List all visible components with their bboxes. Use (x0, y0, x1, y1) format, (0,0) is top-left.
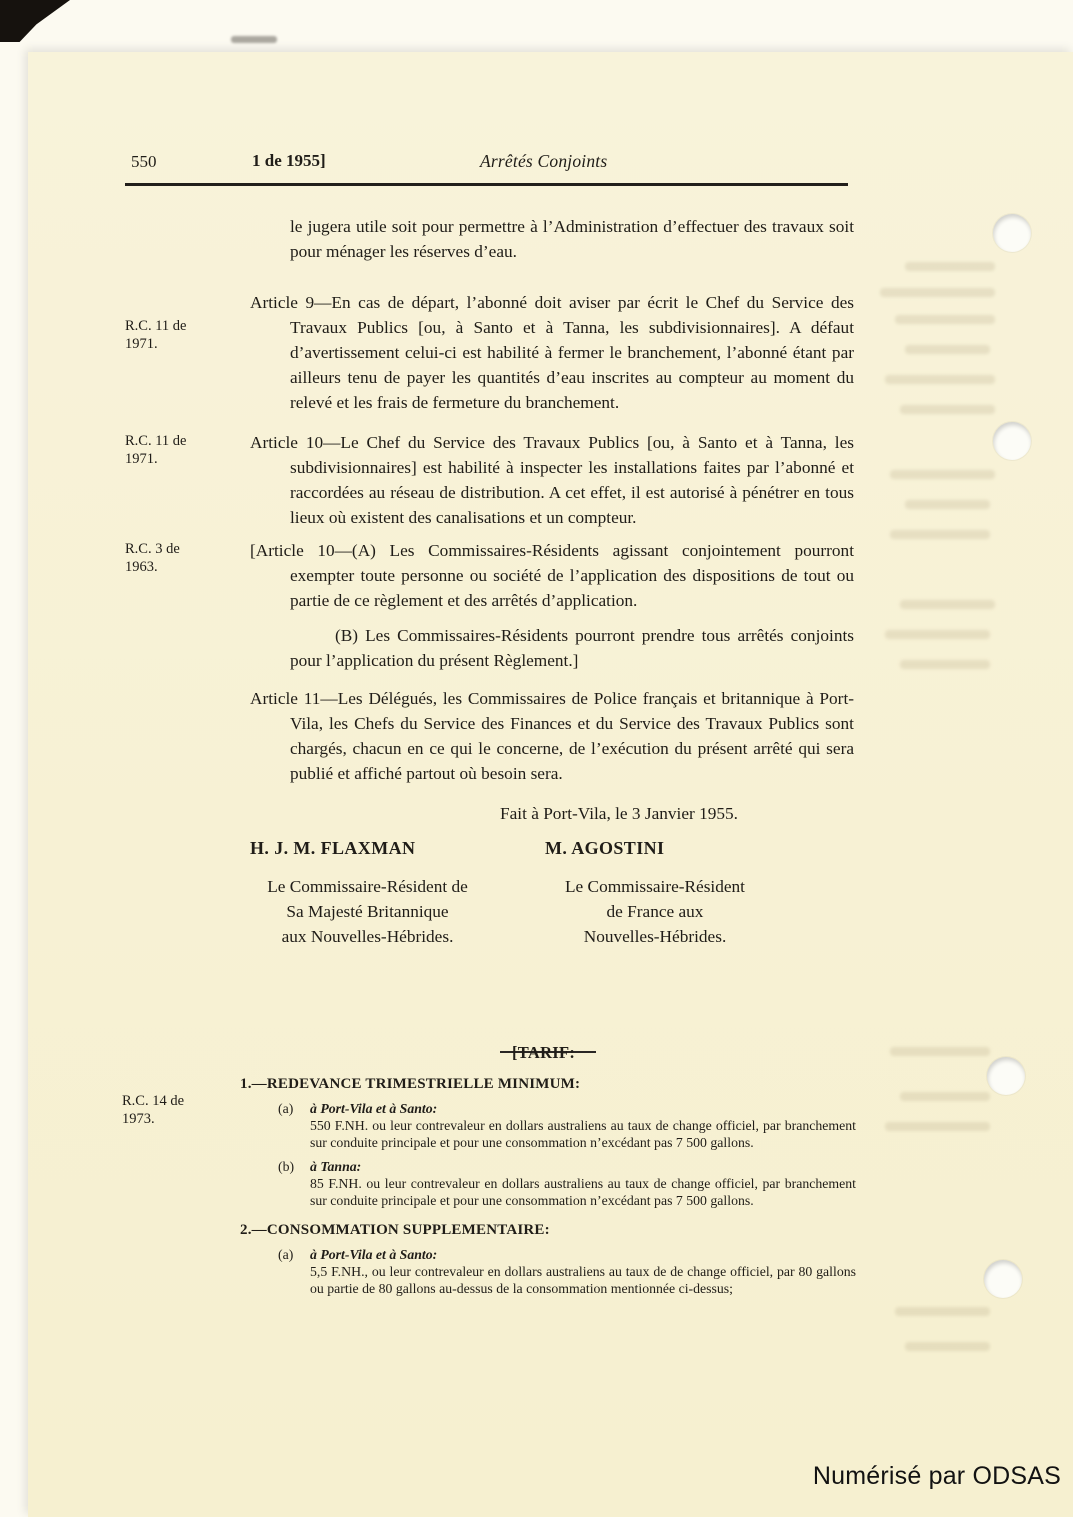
tarif-item-subtitle: à Port-Vila et à Santo: (310, 1101, 438, 1116)
article-9-text: Article 9—En cas de départ, l’abonné doit aviser par écrit le Chef du Service des Travaux Publics [ou, à Santo et à Tanna, les subdivisionnaires]. A défaut d’avertissement celui-ci est habilité à fermer le branchement, l’abonné étant par ailleurs tenu de payer les quantités d’eau inscrites au compteur au moment du relevé et les frais de fermeture du branchement. (250, 293, 854, 412)
article-9 (125, 290, 854, 415)
title-line: Le Commissaire-Résident de (267, 877, 468, 896)
signatory-name: M. AGOSTINI (545, 838, 665, 858)
punch-hole (987, 1057, 1025, 1095)
bleedthrough-mark (900, 660, 990, 669)
title-line: de France aux (606, 902, 704, 921)
tarif-margin-note: R.C. 14 de 1973. (122, 1093, 185, 1127)
paragraph-intro: le jugera utile soit pour permettre à l’Administration d’effectuer des travaux soit pour ménager les réserves d’eau. (290, 217, 854, 261)
bleedthrough-mark (880, 288, 995, 297)
running-title: Arrêtés Conjoints (480, 151, 608, 171)
bleedthrough-mark (885, 630, 990, 639)
torn-corner-artifact (0, 0, 70, 42)
smudge-artifact (231, 36, 277, 43)
tarif-heading: [TARIF: (512, 1043, 576, 1062)
tarif-item-text: 85 F.NH. ou leur contrevaleur en dollars australiens au taux de change officiel, par branchement sur conduite principale et pour une consommation n’excédant pas 7 500 gallons. (310, 1176, 856, 1208)
article-10a-text: [Article 10—(A) Les Commissaires-Résidents agissant conjointement pourront exempter toute personne ou société de l’application des dispositions de tout ou partie de ce règlement et des arrêtés d’application. (250, 541, 854, 610)
bleedthrough-mark (885, 375, 995, 384)
dateline: Fait à Port-Vila, le 3 Janvier 1955. (500, 804, 738, 823)
tarif-item-label: (a) (278, 1247, 294, 1262)
signature-right (545, 836, 765, 949)
bleedthrough-mark (890, 470, 995, 479)
bleedthrough-mark (900, 1092, 990, 1101)
signature-block (250, 836, 854, 949)
bleedthrough-mark (895, 1307, 990, 1316)
tarif-item-text: 5,5 F.NH., ou leur contrevaleur en dollars australiens au taux de de change officiel, par 80 gallons ou partie de 80 gallons au-dessus de la consommation mentionnée ci-dessus; (310, 1264, 856, 1296)
signature-left (250, 836, 485, 949)
tarif-item (240, 1100, 856, 1151)
title-line: Sa Majesté Britannique (286, 902, 449, 921)
article-10 (125, 430, 854, 530)
title-line: Nouvelles-Hébrides. (583, 927, 727, 946)
tarif-item-label: (a) (278, 1101, 294, 1116)
punch-hole (993, 214, 1031, 252)
margin-note: R.C. 11 de 1971. (125, 318, 187, 352)
tarif-section-1-title: 1.—REDEVANCE TRIMESTRIELLE MINIMUM: (240, 1076, 581, 1092)
bleedthrough-mark (905, 500, 990, 509)
tarif-item (240, 1158, 856, 1209)
main-text-column (125, 214, 854, 949)
margin-note: R.C. 11 de 1971. (125, 433, 187, 467)
scanned-page (28, 52, 1073, 1517)
tarif-section (240, 1043, 856, 1297)
bleedthrough-mark (905, 345, 990, 354)
title-line: Le Commissaire-Résident (565, 877, 745, 896)
issue-number: 1 de 1955] (252, 151, 326, 170)
tarif-item-text: 550 F.NH. ou leur contrevaleur en dollars australiens au taux de change officiel, par branchement sur conduite principale et pour une consommation n’excédant pas 7 500 gallons. (310, 1118, 856, 1150)
bleedthrough-mark (900, 600, 995, 609)
tarif-section-2-title: 2.—CONSOMMATION SUPPLEMENTAIRE: (240, 1222, 550, 1238)
title-line: aux Nouvelles-Hébrides. (281, 927, 454, 946)
punch-hole (984, 1260, 1022, 1298)
bleedthrough-mark (885, 1122, 990, 1131)
tarif-item-subtitle: à Tanna: (310, 1159, 362, 1174)
header-rule (125, 183, 848, 186)
page-number: 550 (131, 152, 157, 171)
article-11 (250, 686, 854, 786)
signatory-title (250, 874, 485, 949)
tarif-item-label: (b) (278, 1159, 295, 1174)
article-11-text: Article 11—Les Délégués, les Commissaires de Police français et britannique à Port-Vila, les Chefs du Service des Finances et du Service des Travaux Publics sont chargés, chacun en ce qui le concerne, de l’exécution du présent arrêté qui sera publié et affiché partout où besoin sera. (250, 689, 854, 783)
signatory-title (545, 874, 765, 949)
punch-hole (993, 422, 1031, 460)
article-10-text: Article 10—Le Chef du Service des Travaux Publics [ou, à Santo et à Tanna, les subdivisionnaires] est habilité à inspecter les installations faites par l’abonné et raccordées au réseau de distribution. A cet effet, il est autorisé à pénétrer en tous lieux où existent des canalisations et un compteur. (250, 433, 854, 527)
bleedthrough-mark (895, 315, 995, 324)
tarif-item (240, 1246, 856, 1297)
bleedthrough-mark (905, 1342, 990, 1351)
bleedthrough-mark (900, 405, 995, 414)
scan-watermark: Numérisé par ODSAS (812, 1462, 1061, 1490)
tarif-item-subtitle: à Port-Vila et à Santo: (310, 1247, 438, 1262)
bleedthrough-mark (905, 262, 995, 271)
bleedthrough-mark (890, 530, 990, 539)
margin-note: R.C. 3 de 1963. (125, 541, 180, 575)
article-10a (125, 538, 854, 673)
signatory-name: H. J. M. FLAXMAN (250, 838, 416, 858)
article-10b-text: (B) Les Commissaires-Résidents pourront prendre tous arrêtés conjoints pour l’application du présent Règlement.] (290, 626, 854, 670)
bleedthrough-mark (890, 1047, 990, 1056)
